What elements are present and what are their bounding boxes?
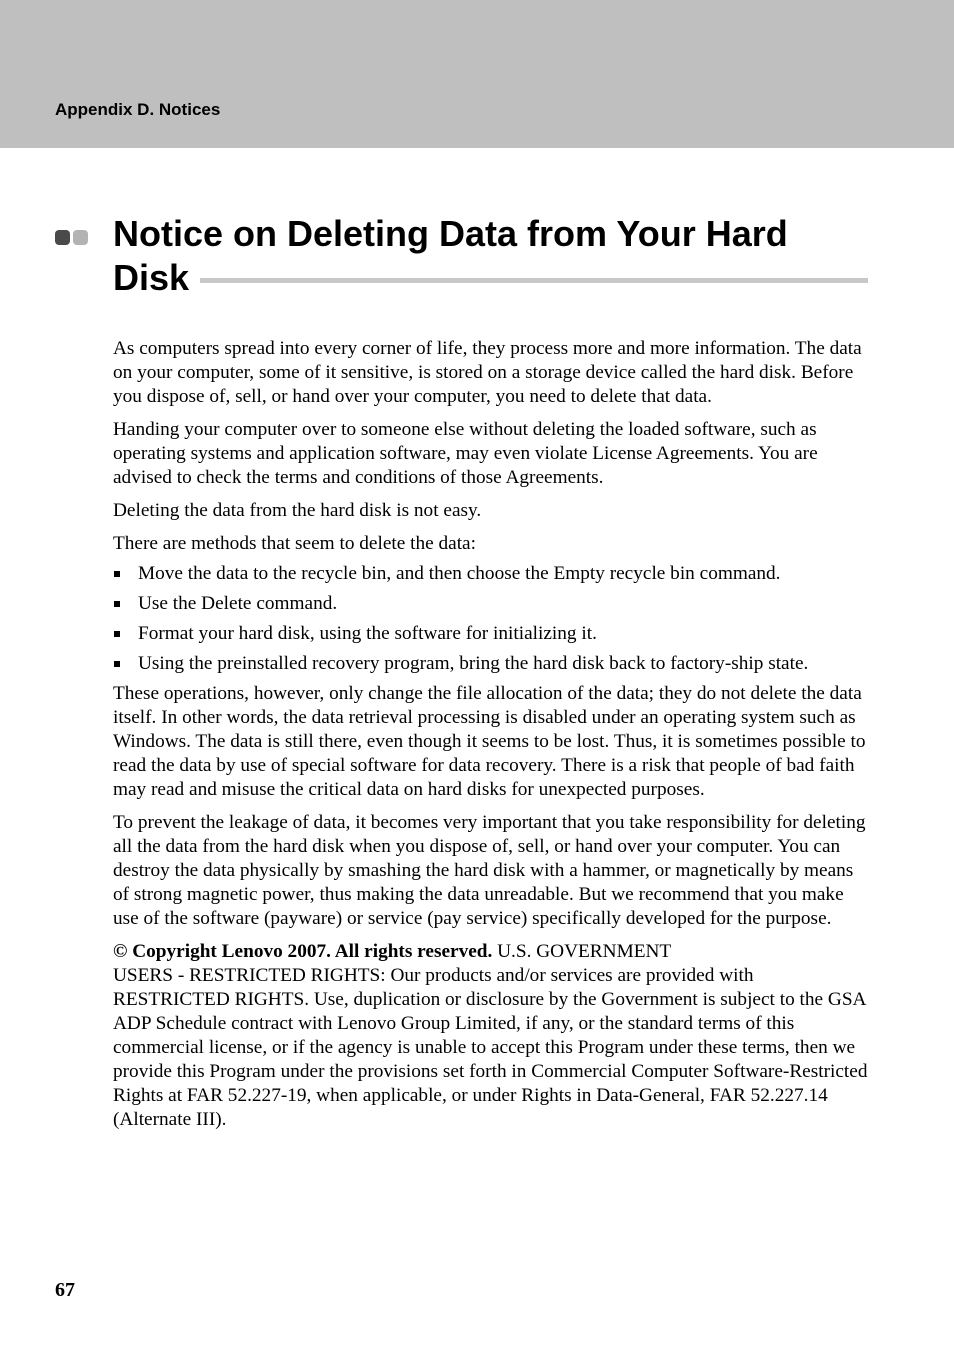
paragraph-license: Handing your computer over to someone else without deleting the loaded software, such as operating systems and application software, may even violate License Agreements. You are advised to check the terms and conditions of those Agreements.: [113, 419, 818, 488]
copyright-rest: USERS - RESTRICTED RIGHTS: Our products and/or services are provided with RESTRICTED RIGHTS. Use, duplication or disclosure by the Government is subject to the GSA ADP Schedule contract with Lenovo Group Limited, if any, or the standard terms of this commercial license, or if the agency is unable to accept this Program under these terms, then we provide this Program under the provisions set forth in Commercial Computer Software-Restricted Rights at FAR 52.227-19, when applicable, or under Rights in Data-General, FAR 52.227.14 (Alternate III).: [113, 965, 868, 1130]
paragraph-methods-intro: There are methods that seem to delete the data:: [113, 533, 476, 554]
list-item: [113, 592, 868, 616]
header-band: [0, 0, 954, 148]
paragraph-operations: These operations, however, only change the file allocation of the data; they do not delete the data itself. In other words, the data retrieval processing is disabled under an operating system such as Windows. The data is still there, even though it seems to be lost. Thus, it is sometimes possible to read the data by use of special software for data recovery. There is a risk that people of bad faith may read and misuse the critical data on hard disks for unexpected purposes.: [113, 683, 866, 800]
methods-list: [113, 562, 868, 676]
body-text: [113, 337, 868, 1141]
list-item-text: Move the data to the recycle bin, and then choose the Empty recycle bin command.: [138, 563, 781, 584]
copyright-line1-rest: U.S. GOVERNMENT: [492, 941, 672, 962]
list-item: [113, 562, 868, 586]
list-item-text: Using the preinstalled recovery program, bring the hard disk back to factory-ship state.: [138, 653, 809, 674]
page-number: 67: [55, 1279, 75, 1301]
bullet-square-icon: [114, 571, 120, 577]
list-item-text: Format your hard disk, using the software for initializing it.: [138, 623, 597, 644]
list-item: [113, 652, 868, 676]
light-square-icon: [73, 230, 88, 245]
title-underline: [200, 278, 868, 283]
list-item-text: Use the Delete command.: [138, 593, 338, 614]
bullet-square-icon: [114, 601, 120, 607]
bullet-square-icon: [114, 661, 120, 667]
copyright-notice: [113, 940, 868, 1132]
bullet-square-icon: [114, 631, 120, 637]
paragraph-prevention: To prevent the leakage of data, it becomes very important that you take responsibility for deleting all the data from the hard disk when you dispose of, sell, or hand over your computer. You can destroy the data physically by smashing the hard disk with a hammer, or magnetically by means of strong magnetic power, thus making the data unreadable. But we recommend that you make use of the software (payware) or service (pay service) specifically developed for the purpose.: [113, 812, 866, 929]
list-item: [113, 622, 868, 646]
section-header: Appendix D. Notices: [55, 100, 221, 119]
copyright-bold: © Copyright Lenovo 2007. All rights reserved.: [113, 941, 493, 962]
dark-square-icon: [55, 230, 70, 245]
paragraph-intro: As computers spread into every corner of life, they process more and more information. The data on your computer, some of it sensitive, is stored on a storage device called the hard disk. Before you dispose of, sell, or hand over your computer, you need to delete that data.: [113, 338, 862, 407]
heading-marker-icon: [55, 230, 89, 246]
page-title: Notice on Deleting Data from Your Hard Disk: [113, 213, 788, 298]
paragraph-not-easy: Deleting the data from the hard disk is not easy.: [113, 500, 482, 521]
